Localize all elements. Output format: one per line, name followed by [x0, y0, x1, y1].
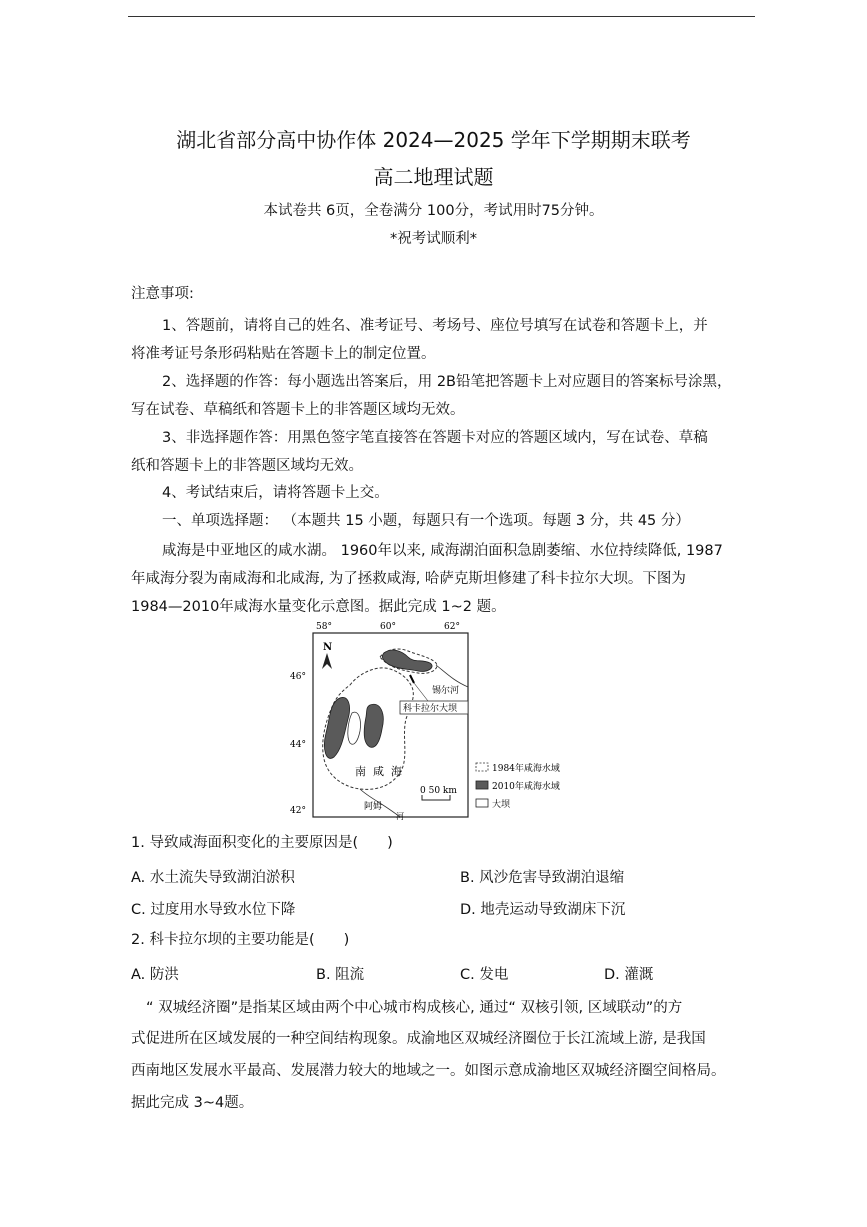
lat-label-42: 42° [290, 806, 306, 816]
q1-option-b: B. 风沙危害导致湖泊退缩 [460, 870, 625, 886]
lon-label-58: 58° [316, 622, 332, 632]
legend-1984-swatch [476, 763, 488, 771]
scale-label: 0 50 km [420, 786, 457, 796]
notice-item-4: 4、考试结束后，请将答题卡上交。 [162, 485, 389, 501]
lon-label-62: 62° [444, 622, 460, 632]
lake-2010-east [364, 704, 383, 747]
q1-option-d: D. 地壳运动导致湖床下沉 [460, 902, 626, 918]
south-sea-label-3: 海 [391, 765, 402, 778]
dam-mark [410, 675, 414, 683]
lake-2010-north [382, 650, 432, 671]
passage1-line2: 年咸海分裂为南咸海和北咸海, 为了拯救咸海, 哈萨克斯坦修建了科卡拉尔大坝。下图为 [131, 571, 686, 587]
exam-title: 湖北省部分高中协作体 2024—2025 学年下学期期末联考 [176, 128, 691, 152]
lon-label-60: 60° [380, 622, 396, 632]
notice-item-3: 3、非选择题作答：用黑色签字笔直接答在答题卡对应的答题区域内，写在试卷、草稿 [162, 430, 708, 446]
syr-river-label: 锡尔河 [432, 686, 460, 696]
legend-dam-swatch [476, 799, 488, 807]
exam-subtitle: 高二地理试题 [373, 165, 494, 189]
q1-option-a: A. 水土流失导致湖泊淤积 [131, 870, 295, 886]
notice-item-2: 2、选择题的作答：每小题选出答案后，用 2B铅笔把答题卡上对应题目的答案标号涂黑， [162, 374, 732, 390]
north-arrow-icon [322, 653, 332, 669]
good-luck-text: *祝考试顺利* [390, 231, 477, 247]
section-heading: 一、单项选择题： （本题共 15 小题，每题只有一个选项。每题 3 分，共 45 分） [162, 513, 690, 529]
passage1-line1: 咸海是中亚地区的咸水湖。 1960年以来, 咸海湖泊面积急剧萎缩、水位持续降低, 1987 [162, 543, 723, 559]
exam-info: 本试卷共 6页，全卷满分 100分，考试用时75分钟。 [263, 203, 604, 219]
lat-label-46: 46° [290, 672, 306, 682]
q2-option-c: C. 发电 [460, 967, 509, 983]
amu-river-label-2: 河 [396, 812, 404, 821]
lat-label-44: 44° [290, 740, 306, 750]
q2-option-d: D. 灌溉 [604, 967, 654, 983]
notice-item-2-cont: 写在试卷、草稿纸和答题卡上的非答题区域均无效。 [131, 402, 465, 418]
notice-item-1-cont: 将准考证号条形码粘贴在答题卡上的制定位置。 [131, 346, 436, 362]
notice-item-3-cont: 纸和答题卡上的非答题区域均无效。 [131, 458, 363, 474]
notice-heading: 注意事项: [131, 286, 194, 302]
legend-2010-label: 2010年咸海水域 [492, 782, 560, 792]
dam-label: 科卡拉尔大坝 [403, 704, 458, 714]
legend-dam-label: 大坝 [492, 800, 511, 810]
dam-leader [414, 683, 428, 701]
passage2-line3: 西南地区发展水平最高、发展潜力较大的地域之一。如图示意成渝地区双城经济圈空间格局。 [131, 1063, 726, 1079]
lake-2010-west [324, 697, 349, 758]
aral-sea-map [290, 617, 580, 822]
legend-1984-label: 1984年咸海水域 [492, 764, 560, 774]
top-rule [128, 16, 755, 17]
passage2-line2: 式促进所在区域发展的一种空间结构现象。成渝地区双城经济圈位于长江流域上游, 是我国 [131, 1031, 706, 1047]
q2-stem: 2. 科卡拉尔坝的主要功能是( ) [131, 932, 350, 948]
q1-option-c: C. 过度用水导致水位下降 [131, 902, 296, 918]
passage2-line4: 据此完成 3~4题。 [131, 1095, 254, 1111]
north-label: N [323, 642, 333, 653]
q1-stem: 1. 导致咸海面积变化的主要原因是( ) [131, 835, 393, 851]
legend-2010-swatch [476, 781, 488, 789]
south-sea-label-2: 咸 [373, 765, 384, 778]
passage2-line1: “ 双城经济圈”是指某区域由两个中心城市构成核心, 通过“ 双核引领, 区域联动”的方 [146, 1000, 683, 1016]
amu-river-label: 阿姆 [364, 802, 383, 812]
q2-option-b: B. 阻流 [316, 967, 365, 983]
south-sea-label-1: 南 [355, 765, 366, 778]
notice-item-1: 1、答题前，请将自己的姓名、准考证号、考场号、座位号填写在试卷和答题卡上，并 [162, 318, 708, 334]
q2-option-a: A. 防洪 [131, 967, 179, 983]
island [348, 712, 361, 744]
passage1-line3: 1984—2010年咸海水量变化示意图。据此完成 1~2 题。 [131, 599, 506, 615]
syr-river [436, 665, 468, 687]
